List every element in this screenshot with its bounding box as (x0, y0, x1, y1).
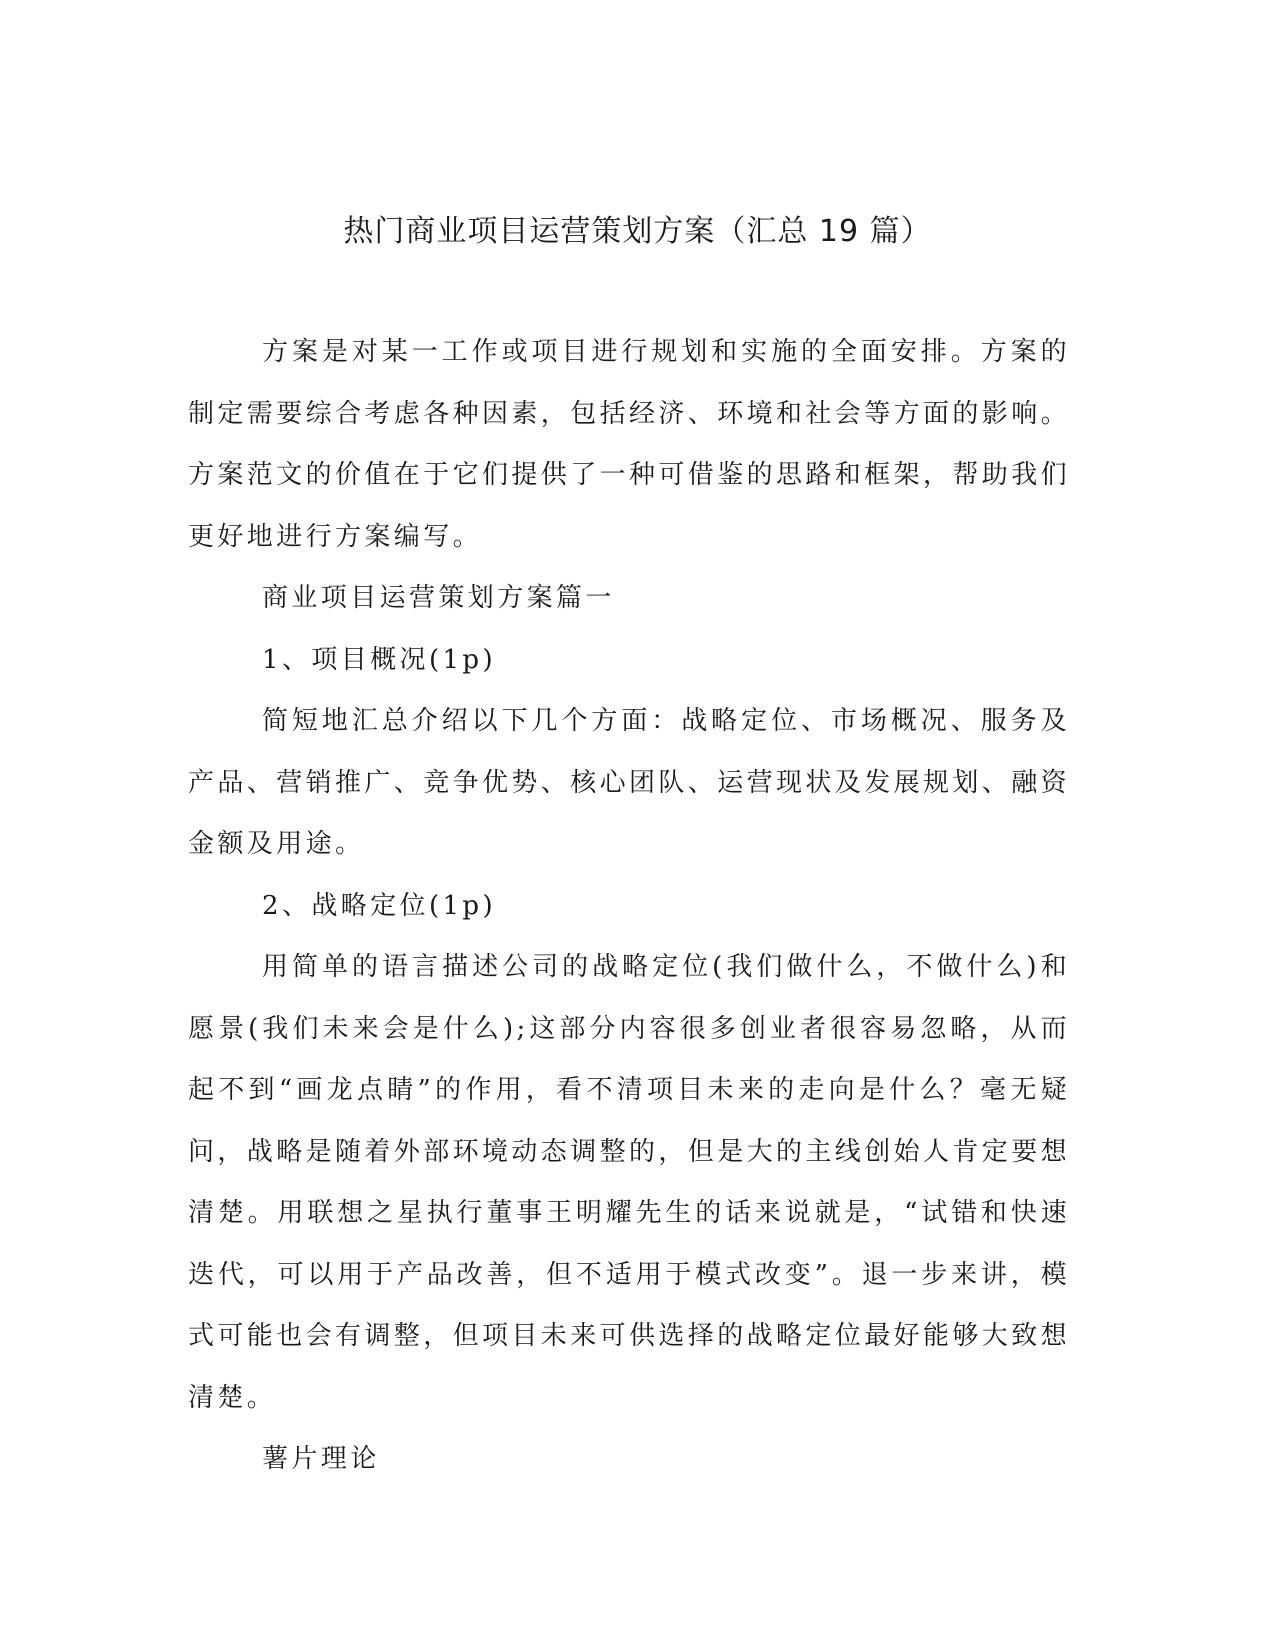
subheading-chip-theory: 薯片理论 (262, 1444, 380, 1474)
section-heading-part-one: 商业项目运营策划方案篇一 (262, 583, 615, 613)
strategic-positioning-paragraph: 用简单的语言描述公司的战略定位(我们做什么，不做什么)和愿景(我们未来会是什么);这部分内容很多创业者很容易忽略，从而起不到“画龙点睛”的作用，看不清项目未来的走向是什么？毫无疑问，战略是随着外部环境动态调整的，但是大的主线创始人肯定要想清楚。用联想之星执行董事王明耀先生的话来说就是，“试错和快速迭代，可以用于产品改善，但不适用于模式改变”。退一步来讲，模式可能也会有调整，但项目未来可供选择的战略定位最好能够大致想清楚。 (188, 952, 1071, 1413)
document-title: 热门商业项目运营策划方案（汇总 19 篇） (343, 214, 932, 249)
subheading-project-overview: 1、项目概况(1p) (262, 644, 497, 675)
intro-paragraph: 方案是对某一工作或项目进行规划和实施的全面安排。方案的制定需要综合考虑各种因素，包括经济、环境和社会等方面的影响。方案范文的价值在于它们提供了一种可借鉴的思路和框架，帮助我们更好地进行方案编写。 (188, 337, 1071, 552)
document-body (188, 322, 1070, 1491)
project-overview-paragraph: 简短地汇总介绍以下几个方面：战略定位、市场概况、服务及产品、营销推广、竞争优势、核心团队、运营现状及发展规划、融资金额及用途。 (188, 706, 1071, 859)
subheading-strategic-positioning: 2、战略定位(1p) (262, 890, 497, 921)
